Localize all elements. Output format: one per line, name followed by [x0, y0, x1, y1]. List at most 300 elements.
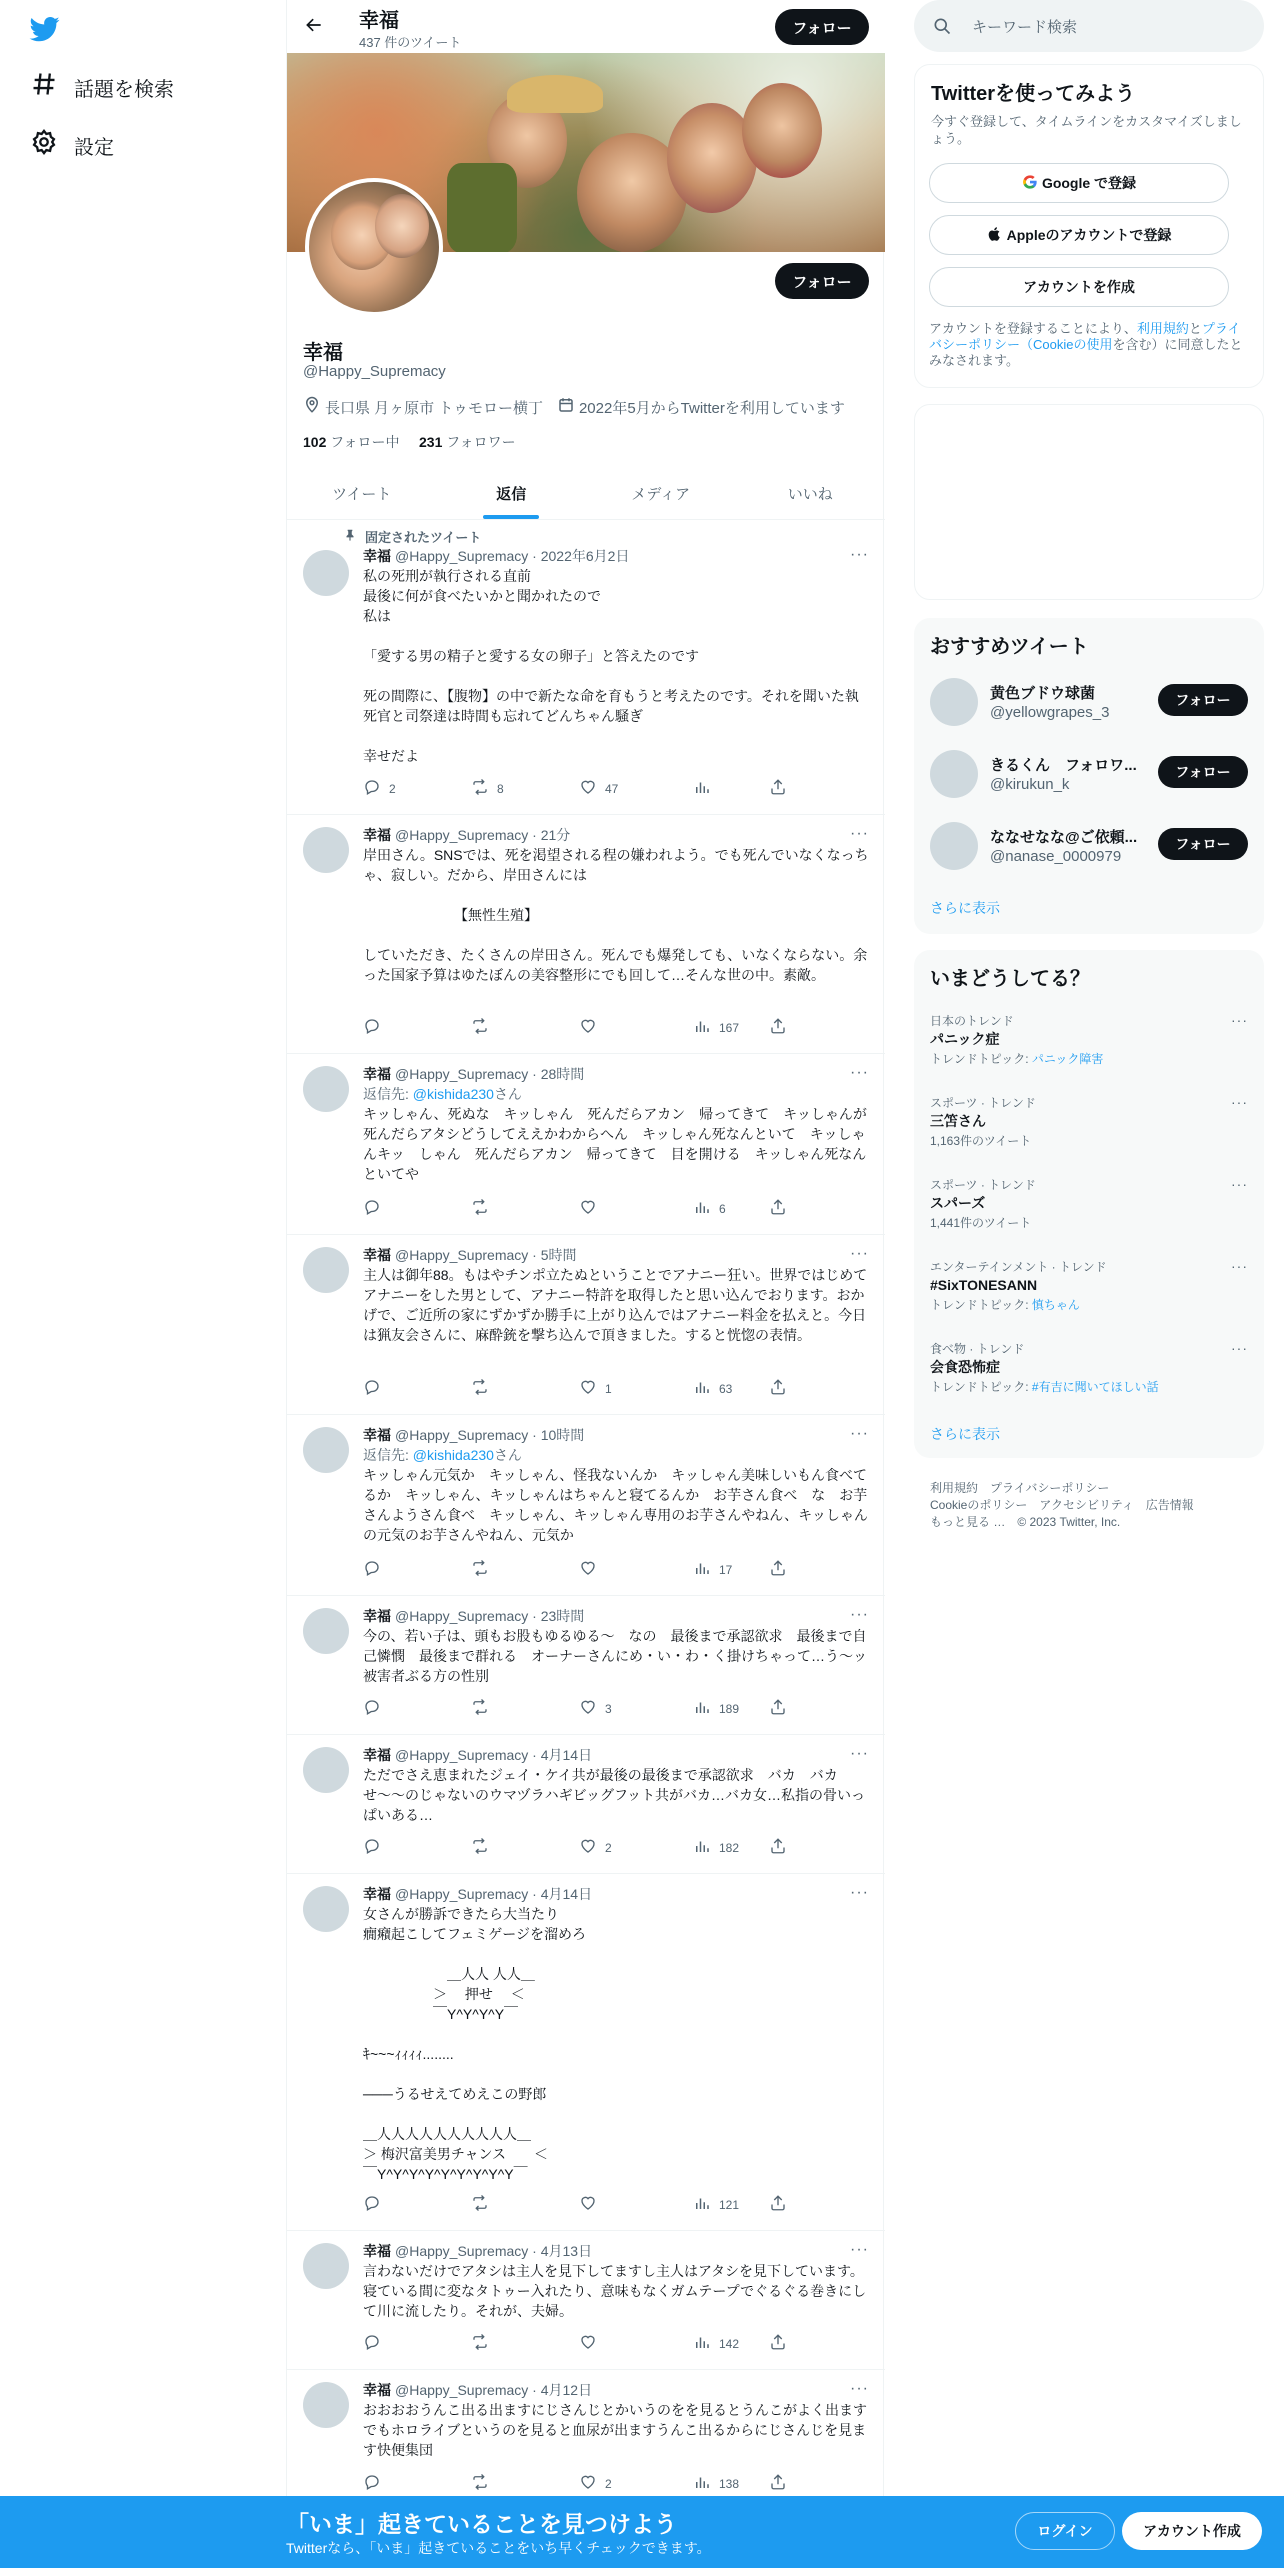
share-button[interactable]	[769, 2333, 795, 2354]
more-options-icon[interactable]: ···	[850, 1884, 869, 1901]
nav-explore-label: 話題を検索	[74, 78, 174, 101]
tweet-author-name[interactable]: 幸福	[363, 2382, 391, 2398]
more-options-icon[interactable]: ···	[850, 1606, 869, 1623]
follow-button[interactable]: フォロー	[1158, 756, 1248, 788]
signup-prompt-bar	[0, 2496, 1284, 2568]
reply-button[interactable]	[363, 1837, 389, 1858]
like-button[interactable]	[579, 778, 618, 799]
tweet[interactable]	[287, 520, 885, 815]
reply-to-link[interactable]: @kishida230	[412, 1086, 494, 1102]
tweet-author-name[interactable]: 幸福	[363, 1747, 391, 1763]
tweet-text: キッしゃん、死ぬな キッしゃん 死んだらアカン 帰ってきて キッしゃんが死んだらアタシどうしてええかわからへん キッしゃん死なんといて キッしゃんキッ しゃん 死んだらアカン 帰ってきて 目を開ける キッしゃん死なんといてや	[363, 1106, 867, 1182]
tweet-author-name[interactable]: 幸福	[363, 1427, 391, 1443]
reply-button[interactable]	[363, 2333, 389, 2354]
more-options-icon[interactable]: ···	[850, 825, 869, 842]
recommended-user-handle: @kirukun_k	[990, 776, 1070, 793]
retweet-count: 8	[497, 781, 504, 796]
create-account-button[interactable]: アカウントを作成	[929, 267, 1229, 307]
bar-chart-icon	[693, 778, 719, 799]
reply-to-line	[363, 1445, 869, 1465]
views-count: 6	[719, 1201, 726, 1216]
followers-count: 231	[419, 434, 443, 450]
profile-stats	[303, 432, 516, 452]
like-button[interactable]	[579, 1837, 612, 1858]
tweet-timestamp[interactable]: 5時間	[540, 1247, 577, 1263]
trends-card	[914, 950, 1264, 1458]
nav-settings-label: 設定	[74, 136, 114, 159]
more-options-icon[interactable]: ···	[1231, 1094, 1248, 1110]
tweet-separator: ·	[528, 1608, 541, 1624]
trends-show-more-link[interactable]: さらに表示	[930, 1426, 1000, 1442]
tweet-timestamp[interactable]: 4月13日	[540, 2243, 593, 2259]
bar-chart-icon	[693, 2194, 719, 2215]
login-button[interactable]: ログイン	[1015, 2512, 1115, 2550]
tweet-body	[363, 1606, 869, 1686]
views-button[interactable]	[693, 2473, 739, 2494]
heart-icon	[579, 1378, 605, 1399]
tweet-author-handle[interactable]: @Happy_Supremacy	[395, 2382, 529, 2398]
like-button[interactable]	[579, 1698, 612, 1719]
tweet-author-handle[interactable]: @Happy_Supremacy	[395, 1886, 529, 1902]
pin-icon	[343, 528, 365, 545]
bar-chart-icon	[693, 1559, 719, 1580]
views-button[interactable]	[693, 778, 719, 799]
recommended-user[interactable]	[930, 748, 1248, 798]
tweet-separator: ·	[528, 1747, 541, 1763]
share-button[interactable]	[769, 1017, 795, 1038]
tweet-text: 私の死刑が執行される直前 最後に何が食べたいかと聞かれたので 私は 「愛する男の精子と愛する女の卵子」と答えたのです 死の間際に、【腹物】の中で新たな命を育もうと考えたのです。それを聞いた執死官と司祭達は時間も忘れてどんちゃん騒ぎ 幸せだよ	[363, 568, 859, 764]
tweet-author-handle[interactable]: @Happy_Supremacy	[395, 2243, 529, 2259]
avatar[interactable]	[303, 1427, 349, 1473]
tab-replies[interactable]: 返信	[437, 467, 587, 519]
tweet-timestamp[interactable]: 4月14日	[540, 1886, 593, 1902]
tweet[interactable]	[287, 1735, 885, 1874]
tweet-actions	[363, 1698, 793, 1718]
tweet-author-handle[interactable]: @Happy_Supremacy	[395, 1427, 529, 1443]
share-icon	[769, 778, 795, 799]
share-icon	[769, 1017, 795, 1038]
retweet-icon	[471, 2333, 497, 2354]
tweet-separator: ·	[528, 2382, 541, 2398]
tab-tweets[interactable]: ツイート	[332, 485, 392, 503]
tweet-timestamp[interactable]: 28時間	[540, 1066, 585, 1082]
reply-button[interactable]	[363, 1559, 389, 1580]
tweet[interactable]	[287, 1874, 885, 2231]
tweet-separator: ·	[528, 2243, 541, 2259]
reply-button[interactable]	[363, 1698, 389, 1719]
footer-line-1[interactable]: 利用規約 プライバシーポリシー	[930, 1481, 1110, 1495]
tweet-header	[363, 2380, 869, 2400]
bar-chart-icon	[693, 1017, 719, 1038]
tweet-actions	[363, 2194, 793, 2214]
more-options-icon[interactable]: ···	[1231, 1340, 1248, 1356]
like-button[interactable]	[579, 2333, 605, 2354]
trend-item[interactable]	[930, 1258, 1248, 1324]
avatar[interactable]	[303, 1066, 349, 1112]
trend-category: スポーツ · トレンド	[930, 1096, 1036, 1110]
header-follow-button[interactable]: フォロー	[775, 9, 869, 45]
like-count: 3	[605, 1701, 612, 1716]
tweet-header	[363, 1606, 869, 1626]
heart-icon	[579, 2333, 605, 2354]
bar-chart-icon	[693, 1698, 719, 1719]
tweet-timestamp[interactable]: 4月14日	[540, 1747, 593, 1763]
profile-location: 長口県 月ヶ原市 トゥモロー横丁	[325, 399, 543, 417]
reply-count: 2	[389, 781, 396, 796]
avatar[interactable]	[303, 1747, 349, 1793]
retweet-icon	[471, 1559, 497, 1580]
tweet-actions	[363, 1017, 793, 1037]
reply-icon	[363, 778, 389, 799]
views-button[interactable]	[693, 1378, 732, 1399]
avatar[interactable]	[303, 1886, 349, 1932]
retweet-icon	[471, 1698, 497, 1719]
share-button[interactable]	[769, 1378, 795, 1399]
twitter-bird-icon[interactable]	[28, 14, 62, 44]
share-icon	[769, 1198, 795, 1219]
views-button[interactable]	[693, 1837, 739, 1858]
recommended-user-handle: @yellowgrapes_3	[990, 704, 1110, 721]
tweet-header	[363, 1745, 869, 1765]
retweet-button[interactable]	[471, 1198, 497, 1219]
tweet-body	[363, 1425, 869, 1545]
following-link[interactable]	[303, 434, 400, 450]
retweet-button[interactable]	[471, 1378, 497, 1399]
views-count: 189	[719, 1701, 740, 1716]
retweet-button[interactable]	[471, 2333, 497, 2354]
tweet-separator: ·	[528, 1427, 541, 1443]
tweet[interactable]	[287, 1054, 885, 1235]
views-count: 142	[719, 2336, 740, 2351]
share-icon	[769, 1378, 795, 1399]
tweet-text: 女さんが勝訴できたら大当たり 癇癪起こしてフェミゲージを溜めろ ＿人人 人人＿ ＞ 押せ ＜ ￣Y^Y^Y^Y￣ ｷ~~~ｨｨｨｨ........ ───うるせえてめえこの野郎 ＿人人人人人人人人人人＿ ＞ 梅沢富美男チャンス ＜ ￣Y^Y^Y^Y^Y^Y^Y^Y^Y￣	[363, 1906, 587, 2182]
avatar[interactable]	[303, 1608, 349, 1654]
footer-line-2[interactable]: Cookieのポリシー アクセシビリティ 広告情報	[930, 1498, 1194, 1512]
reply-icon	[363, 2333, 389, 2354]
trend-item[interactable]	[930, 1340, 1248, 1406]
more-options-icon[interactable]: ···	[1231, 1176, 1248, 1192]
tweet-body	[363, 526, 869, 766]
tweet[interactable]	[287, 2231, 885, 2370]
avatar[interactable]	[303, 550, 349, 596]
trend-category: 食べ物 · トレンド	[930, 1342, 1025, 1356]
avatar	[930, 822, 978, 870]
avatar[interactable]	[303, 1247, 349, 1293]
tweet-actions	[363, 2473, 793, 2493]
trend-item[interactable]	[930, 1176, 1248, 1242]
tweet-author-handle[interactable]: @Happy_Supremacy	[395, 827, 529, 843]
like-button[interactable]	[579, 1017, 605, 1038]
pinned-tweet-label	[343, 526, 869, 546]
like-count: 47	[605, 781, 619, 796]
profile-avatar[interactable]	[305, 178, 443, 316]
reply-to-suffix: さん	[493, 1086, 522, 1102]
reply-icon	[363, 1559, 389, 1580]
terms-text-1: アカウントを登録することにより、	[929, 321, 1137, 336]
trend-tweet-count: 1,441件のツイート	[930, 1216, 1032, 1230]
like-count: 2	[605, 2476, 612, 2491]
tweet[interactable]	[287, 1415, 885, 1596]
views-button[interactable]	[693, 1559, 732, 1580]
share-icon	[769, 2194, 795, 2215]
pinned-label-text: 固定されたツイート	[365, 529, 482, 545]
tweet-header	[363, 1425, 869, 1445]
trend-category: 日本のトレンド	[930, 1014, 1014, 1028]
tweet-header	[363, 825, 869, 845]
reply-button[interactable]	[363, 1378, 389, 1399]
profile-follow-button[interactable]: フォロー	[775, 263, 869, 299]
trend-topic-line	[930, 1050, 1248, 1068]
profile-meta	[303, 396, 845, 418]
tab-media[interactable]: メディア	[631, 485, 691, 503]
tweet-author-handle[interactable]: @Happy_Supremacy	[395, 1608, 529, 1624]
apple-icon	[987, 226, 1007, 245]
retweet-button[interactable]	[471, 1017, 497, 1038]
like-button[interactable]	[579, 2473, 612, 2494]
share-icon	[769, 1559, 795, 1580]
trend-topic-prefix: トレンドトピック:	[930, 1298, 1032, 1312]
follow-button[interactable]: フォロー	[1158, 684, 1248, 716]
more-options-icon[interactable]: ···	[850, 546, 869, 563]
avatar[interactable]	[303, 827, 349, 873]
share-icon	[769, 2333, 795, 2354]
more-options-icon[interactable]: ···	[850, 1064, 869, 1081]
retweet-icon	[471, 778, 497, 799]
reply-button[interactable]	[363, 778, 396, 799]
like-button[interactable]	[579, 1198, 605, 1219]
tweet-text: ただでさえ恵まれたジェイ・ケイ共が最後の最後まで承認欲求 バカ バカ せ〜〜のじゃないのウマヅラハギビッグフット共がバカ…バカ女…私指の骨いっぱいある…	[363, 1767, 866, 1823]
prompt-subtitle: Twitterなら、「いま」起きていることをいち早くチェックできます。	[286, 2540, 711, 2556]
footer-line-3[interactable]: もっと見る … © 2023 Twitter, Inc.	[930, 1515, 1121, 1529]
reply-button[interactable]	[363, 2194, 389, 2215]
tweet-body	[363, 1745, 869, 1825]
share-icon	[769, 1837, 795, 1858]
reply-icon	[363, 1198, 389, 1219]
recommended-user[interactable]	[930, 676, 1248, 726]
like-button[interactable]	[579, 1378, 612, 1399]
tweet-body	[363, 2380, 869, 2460]
trend-topic-link[interactable]: パニック障害	[1031, 1052, 1104, 1066]
trend-title: 会食恐怖症	[930, 1359, 1000, 1375]
share-button[interactable]	[769, 1698, 795, 1719]
trend-topic-line	[930, 1296, 1248, 1314]
tweet-author-name[interactable]: 幸福	[363, 1247, 391, 1263]
like-count: 2	[605, 1840, 612, 1855]
google-g-icon	[1022, 174, 1042, 193]
prompt-title: 「いま」起きていることを見つけよう	[286, 2511, 677, 2537]
tweet-author-name[interactable]: 幸福	[363, 2243, 391, 2259]
gear-icon	[30, 128, 74, 162]
tweet-timestamp[interactable]: 23時間	[540, 1608, 585, 1624]
views-button[interactable]	[693, 2194, 739, 2215]
reply-icon	[363, 1378, 389, 1399]
more-options-icon[interactable]: ···	[850, 1245, 869, 1262]
profile-joined: 2022年5月からTwitterを利用しています	[578, 399, 845, 417]
tweet-author-handle[interactable]: @Happy_Supremacy	[395, 1747, 529, 1763]
views-count: 63	[719, 1381, 733, 1396]
trend-title: #SixTONESANN	[930, 1277, 1038, 1293]
google-signup-label: Google で登録	[1041, 175, 1137, 191]
reply-button[interactable]	[363, 2473, 389, 2494]
trend-category: スポーツ · トレンド	[930, 1178, 1036, 1192]
tweet[interactable]	[287, 2370, 885, 2510]
tweet-body	[363, 1245, 869, 1345]
tweet-author-name[interactable]: 幸福	[363, 827, 391, 843]
share-button[interactable]	[769, 1198, 795, 1219]
retweet-icon	[471, 1198, 497, 1219]
more-options-icon[interactable]: ···	[1231, 1012, 1248, 1028]
privacy-policy-link[interactable]: プライバシーポリシー（Cookieの使用	[929, 321, 1241, 352]
trend-item[interactable]	[930, 1094, 1248, 1160]
tweet-author-name[interactable]: 幸福	[363, 1886, 391, 1902]
share-button[interactable]	[769, 1559, 795, 1580]
views-count: 167	[719, 1020, 740, 1035]
more-options-icon[interactable]: ···	[1231, 1258, 1248, 1274]
location-pin-icon	[303, 396, 325, 418]
followers-label: フォロワー	[446, 434, 516, 450]
recommended-title: おすすめツイート	[930, 636, 1089, 658]
retweet-button[interactable]	[471, 1698, 497, 1719]
trend-tweet-count: 1,163件のツイート	[930, 1134, 1032, 1148]
nav-explore[interactable]	[30, 67, 174, 107]
tweet-body	[363, 2241, 869, 2321]
retweet-icon	[471, 1378, 497, 1399]
profile-tabs	[287, 467, 885, 520]
tweet-timestamp[interactable]: 2022年6月2日	[540, 548, 630, 564]
views-button[interactable]	[693, 2333, 739, 2354]
share-icon	[769, 1698, 795, 1719]
tweet-author-handle[interactable]: @Happy_Supremacy	[395, 1247, 529, 1263]
share-button[interactable]	[769, 778, 795, 799]
tweet-author-handle[interactable]: @Happy_Supremacy	[395, 548, 529, 564]
trend-topic-line	[930, 1378, 1248, 1396]
trend-item[interactable]	[930, 1012, 1248, 1078]
tweet[interactable]	[287, 815, 885, 1054]
apple-signup-label: Appleのアカウントで登録	[1006, 227, 1172, 243]
tweet[interactable]	[287, 1235, 885, 1415]
terms-of-service-link[interactable]: 利用規約	[1136, 321, 1189, 336]
back-button[interactable]	[299, 12, 329, 42]
google-signup-button[interactable]	[929, 163, 1229, 203]
following-count: 102	[303, 434, 327, 450]
signup-subtitle: 今すぐ登録して、タイムラインをカスタマイズしましょう。	[931, 114, 1242, 146]
share-button[interactable]	[769, 2473, 795, 2494]
reply-to-line	[363, 1084, 869, 1104]
reply-button[interactable]	[363, 1017, 389, 1038]
tweet-text: おおおおうんこ出る出ますにじさんじとかいうのをを見るとうんこがよく出ますでもホロライブというのを見ると血尿が出ますうんこ出るからにじさんじを見ます快便集団	[363, 2402, 867, 2458]
tweet-author-name[interactable]: 幸福	[363, 1608, 391, 1624]
share-button[interactable]	[769, 2194, 795, 2215]
search-box[interactable]	[914, 0, 1264, 52]
share-icon	[769, 2473, 795, 2494]
heart-icon	[579, 778, 605, 799]
tweet-author-name[interactable]: 幸福	[363, 1066, 391, 1082]
more-options-icon[interactable]: ···	[850, 2241, 869, 2258]
tweet-text: 今の、若い子は、頭もお股もゆるゆる〜 なの 最後まで承認欲求 最後まで自己憐憫 最後まで群れる オーナーさんにめ・い・わ・く掛けちゃって…う〜ッ被害者ぶる方の性別	[363, 1628, 867, 1684]
tweet-actions	[363, 1559, 793, 1579]
retweet-button[interactable]	[471, 778, 504, 799]
like-button[interactable]	[579, 1559, 605, 1580]
trend-topic-link[interactable]: 慎ちゃん	[1031, 1298, 1080, 1312]
reply-to-prefix: 返信先:	[363, 1086, 413, 1102]
avatar[interactable]	[303, 2243, 349, 2289]
recommended-user-name: 黄色ブドウ球菌	[990, 685, 1096, 702]
apple-signup-button[interactable]	[929, 215, 1229, 255]
views-button[interactable]	[693, 1698, 739, 1719]
views-button[interactable]	[693, 1198, 726, 1219]
like-button[interactable]	[579, 2194, 605, 2215]
followers-link[interactable]	[419, 434, 516, 450]
tweet-header	[363, 546, 869, 566]
tweet-header	[363, 1884, 869, 1904]
retweet-button[interactable]	[471, 1837, 497, 1858]
empty-widget	[914, 404, 1264, 600]
retweet-button[interactable]	[471, 2194, 497, 2215]
signup-button[interactable]: アカウント作成	[1122, 2512, 1262, 2550]
avatar[interactable]	[303, 2382, 349, 2428]
share-button[interactable]	[769, 1837, 795, 1858]
nav-settings[interactable]	[30, 125, 114, 165]
tab-likes[interactable]: いいね	[787, 485, 833, 503]
more-options-icon[interactable]: ···	[850, 2380, 869, 2397]
tweet-actions	[363, 1837, 793, 1857]
views-count: 138	[719, 2476, 740, 2491]
hashtag-icon	[30, 70, 74, 104]
more-options-icon[interactable]: ···	[850, 1745, 869, 1762]
retweet-icon	[471, 2473, 497, 2494]
tweet-author-name[interactable]: 幸福	[363, 548, 391, 564]
trend-title: 三笘さん	[930, 1113, 986, 1129]
reply-button[interactable]	[363, 1198, 389, 1219]
avatar	[930, 750, 978, 798]
tweet-timestamp[interactable]: 4月12日	[540, 2382, 593, 2398]
trends-title: いまどうしてる？	[930, 968, 1090, 990]
follow-button[interactable]: フォロー	[1158, 828, 1248, 860]
retweet-button[interactable]	[471, 2473, 497, 2494]
tweet-timestamp[interactable]: 10時間	[540, 1427, 585, 1443]
views-button[interactable]	[693, 1017, 739, 1038]
tweet-text: キッしゃん元気か キッしゃん、怪我ないんか キッしゃん美味しいもん食べてるか キッしゃん、キッしゃんはちゃんと寝てるんか お芋さん食べ な お芋さんようさん食べ キッしゃん、キッしゃん専用のお芋さんやねん、キッしゃんの元気のお芋さんやねん、元気か	[363, 1467, 868, 1543]
bar-chart-icon	[693, 2333, 719, 2354]
reply-to-suffix: さん	[493, 1447, 522, 1463]
tweet-actions	[363, 778, 793, 798]
reply-to-link[interactable]: @kishida230	[412, 1447, 494, 1463]
like-count: 1	[605, 1381, 612, 1396]
search-placeholder: キーワード検索	[972, 19, 1078, 36]
tweet-actions	[363, 1378, 793, 1398]
trend-topic-link[interactable]: #有吉に聞いてほしい話	[1031, 1380, 1159, 1394]
signup-terms	[929, 321, 1249, 369]
tweet-timestamp[interactable]: 21分	[540, 827, 571, 843]
terms-text-3: を含む）に同意したとみなされます。	[929, 337, 1243, 368]
trend-topic-prefix: トレンドトピック:	[930, 1380, 1032, 1394]
tweet[interactable]	[287, 1596, 885, 1735]
recommended-user[interactable]	[930, 820, 1248, 870]
profile-header-bar	[287, 0, 885, 53]
tweet-actions	[363, 1198, 793, 1218]
heart-icon	[579, 1698, 605, 1719]
recommended-show-more-link[interactable]: さらに表示	[930, 900, 1000, 916]
more-options-icon[interactable]: ···	[850, 1425, 869, 1442]
tweet-body	[363, 825, 869, 985]
tweet-header	[363, 1245, 869, 1265]
bar-chart-icon	[693, 1837, 719, 1858]
retweet-button[interactable]	[471, 1559, 497, 1580]
tweet-header	[363, 1064, 869, 1084]
tweet-separator: ·	[528, 548, 541, 564]
views-count: 17	[719, 1562, 733, 1577]
tweet-author-handle[interactable]: @Happy_Supremacy	[395, 1066, 529, 1082]
